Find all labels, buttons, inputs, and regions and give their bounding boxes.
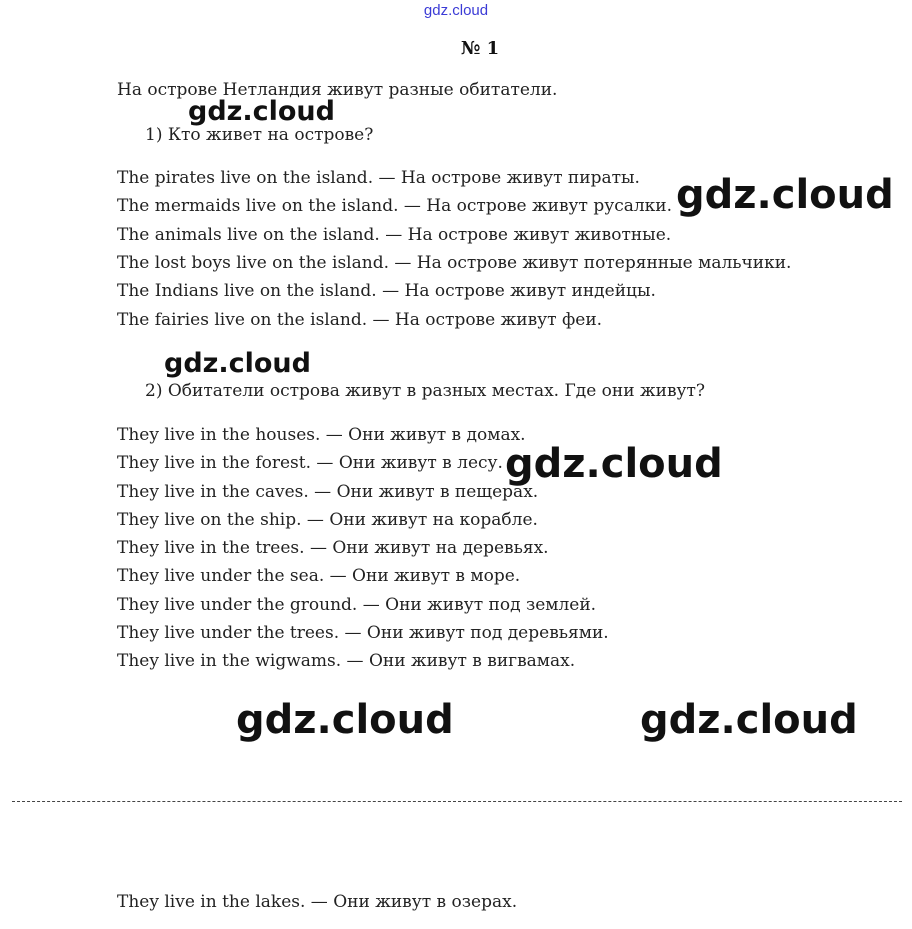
answer-line: The Indians live on the island. — На острове живут индейцы. bbox=[117, 281, 656, 301]
answer-line: They live on the ship. — Они живут на корабле. bbox=[117, 510, 538, 530]
question-2: 2) Обитатели острова живут в разных местах. Где они живут? bbox=[145, 381, 706, 401]
answer-line: The lost boys live on the island. — На острове живут потерянные мальчики. bbox=[117, 253, 792, 273]
answer-line: They live in the wigwams. — Они живут в вигвамах. bbox=[117, 651, 576, 671]
site-link[interactable]: gdz.cloud bbox=[423, 2, 489, 19]
watermark: gdz.cloud bbox=[236, 697, 454, 743]
answer-line: They live in the caves. — Они живут в пещерах. bbox=[117, 482, 539, 502]
answer-line: They live under the ground. — Они живут под землей. bbox=[117, 595, 597, 615]
answer-line: The mermaids live on the island. — На острове живут русалки. bbox=[117, 196, 673, 216]
watermark: gdz.cloud bbox=[640, 697, 858, 743]
watermark: gdz.cloud bbox=[505, 441, 723, 487]
answer-line: They live under the sea. — Они живут в море. bbox=[117, 566, 521, 586]
task-number: № 1 bbox=[460, 38, 500, 59]
answer-line: The animals live on the island. — На острове живут животные. bbox=[117, 225, 672, 245]
watermark: gdz.cloud bbox=[188, 96, 335, 127]
answer-line-after-divider: They live in the lakes. — Они живут в озерах. bbox=[117, 892, 518, 912]
watermark: gdz.cloud bbox=[164, 348, 311, 379]
answer-line: They live in the trees. — Они живут на деревьях. bbox=[117, 538, 549, 558]
question-1: 1) Кто живет на острове? bbox=[145, 125, 374, 145]
answer-line: They live under the trees. — Они живут под деревьями. bbox=[117, 623, 609, 643]
answer-line: The fairies live on the island. — На острове живут феи. bbox=[117, 310, 603, 330]
answer-line: The pirates live on the island. — На острове живут пираты. bbox=[117, 168, 640, 188]
answer-line: They live in the houses. — Они живут в домах. bbox=[117, 425, 526, 445]
intro-text: На острове Нетландия живут разные обитатели. bbox=[117, 80, 558, 100]
answer-line: They live in the forest. — Они живут в лесу. bbox=[117, 453, 503, 473]
page-divider bbox=[12, 801, 902, 802]
watermark: gdz.cloud bbox=[676, 172, 894, 218]
